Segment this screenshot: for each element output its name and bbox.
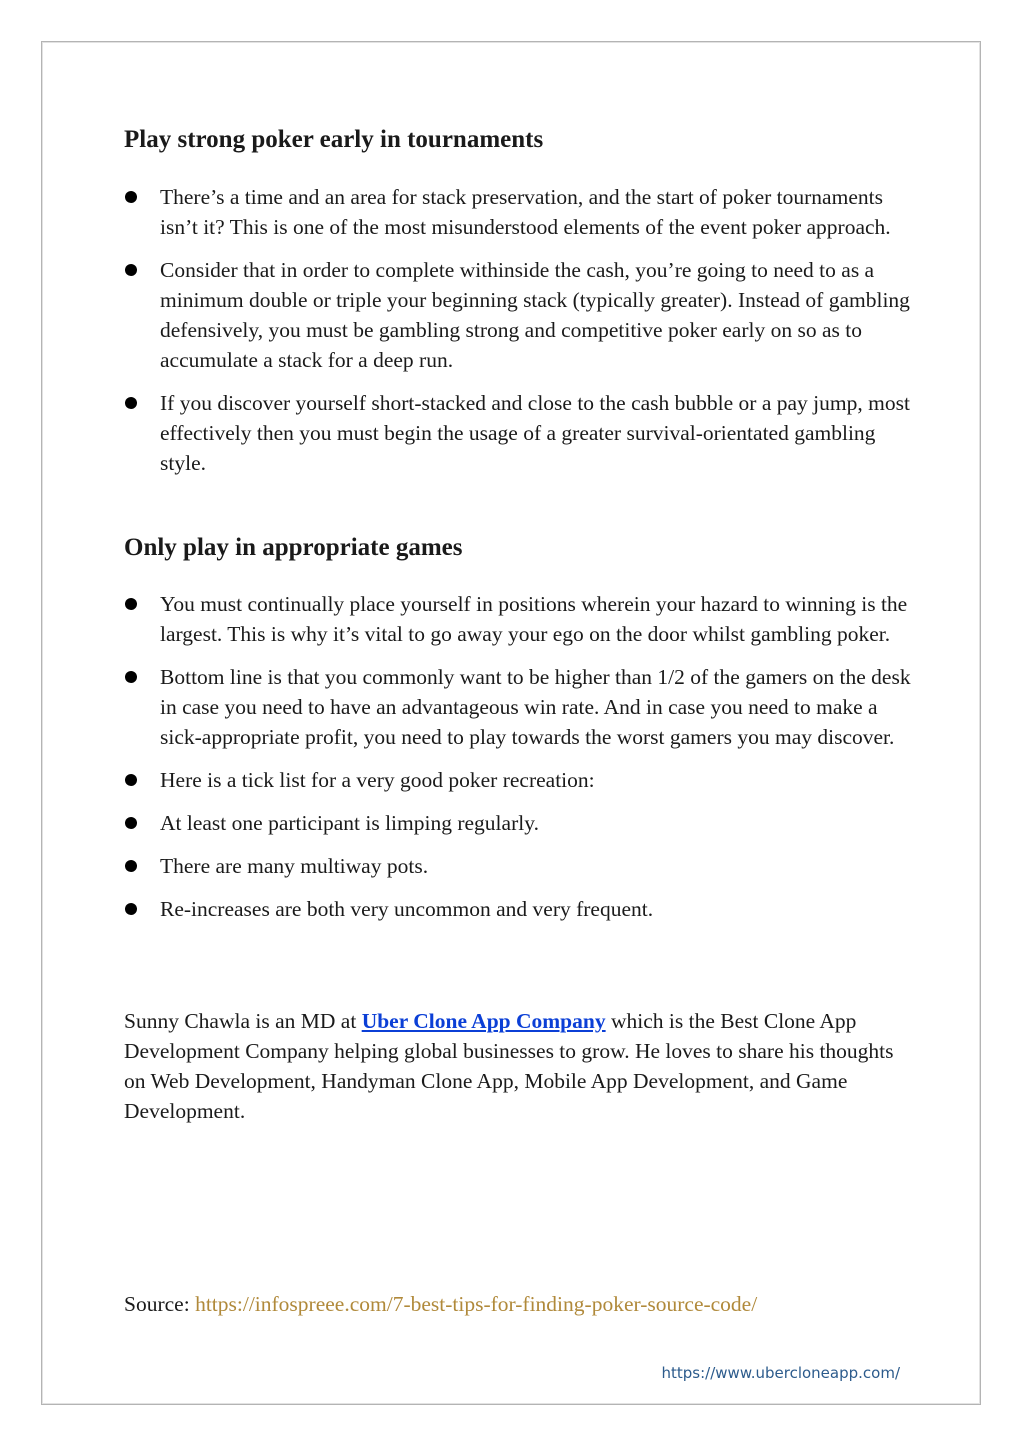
list-item-text: There’s a time and an area for stack preservation, and the start of poker tournaments isn’t it? This is one of the most misunderstood elements of the event poker approach. (160, 185, 891, 239)
bullet-list-tournaments (124, 182, 914, 478)
bullet-icon (125, 598, 137, 610)
list-item-text: Consider that in order to complete withinside the cash, you’re going to need to as a minimum double or triple your beginning stack (typically greater). Instead of gambling defensively, you must be gambling strong and competitive poker early on so as to accumulate a stack for a deep run. (160, 258, 910, 372)
list-item (124, 808, 914, 838)
bullet-icon (125, 397, 137, 409)
bullet-icon (125, 264, 137, 276)
author-bio (124, 1006, 914, 1126)
section-heading-tournaments: Play strong poker early in tournaments (124, 126, 544, 153)
list-item-text: Here is a tick list for a very good poker recreation: (160, 768, 595, 792)
bullet-icon (125, 774, 137, 786)
bio-text-before: Sunny Chawla is an MD at (124, 1009, 362, 1033)
list-item (124, 894, 914, 924)
bio-text-after: which is the Best Clone App Development Company helping global businesses to grow. He loves to share his thoughts on Web Development, Handyman Clone App, Mobile App Development, and Game Development. (124, 1009, 894, 1123)
section-heading-games: Only play in appropriate games (124, 534, 463, 561)
bullet-icon (125, 903, 137, 915)
list-item-text: Re-increases are both very uncommon and very frequent. (160, 897, 654, 921)
bullet-icon (125, 860, 137, 872)
bullet-icon (125, 191, 137, 203)
list-item-text: You must continually place yourself in positions wherein your hazard to winning is the largest. This is why it’s vital to go away your ego on the door whilst gambling poker. (160, 592, 908, 646)
list-item-text: If you discover yourself short-stacked and close to the cash bubble or a pay jump, most effectively then you must begin the usage of a greater survival-orientated gambling style. (160, 391, 910, 475)
bullet-icon (125, 671, 137, 683)
list-item (124, 662, 914, 752)
list-item-text: Bottom line is that you commonly want to be higher than 1/2 of the gamers on the desk in case you need to have an advantageous win rate. And in case you need to make a sick-appropriate profit, you need to play towards the worst gamers you may discover. (160, 665, 911, 749)
list-item (124, 851, 914, 881)
footer-url[interactable]: https://www.ubercloneapp.com/ (661, 1364, 900, 1382)
bullet-icon (125, 817, 137, 829)
list-item (124, 388, 914, 478)
list-item-text: There are many multiway pots. (160, 854, 429, 878)
list-item-text: At least one participant is limping regularly. (160, 811, 539, 835)
source-label: Source: (124, 1292, 196, 1316)
source-line (124, 1289, 757, 1319)
list-item (124, 255, 914, 375)
list-item (124, 589, 914, 649)
uber-clone-app-company-link[interactable]: Uber Clone App Company (361, 1009, 606, 1033)
bullet-list-games (124, 589, 914, 924)
source-link[interactable]: https://infospreee.com/7-best-tips-for-finding-poker-source-code/ (195, 1292, 758, 1316)
list-item (124, 182, 914, 242)
list-item (124, 765, 914, 795)
